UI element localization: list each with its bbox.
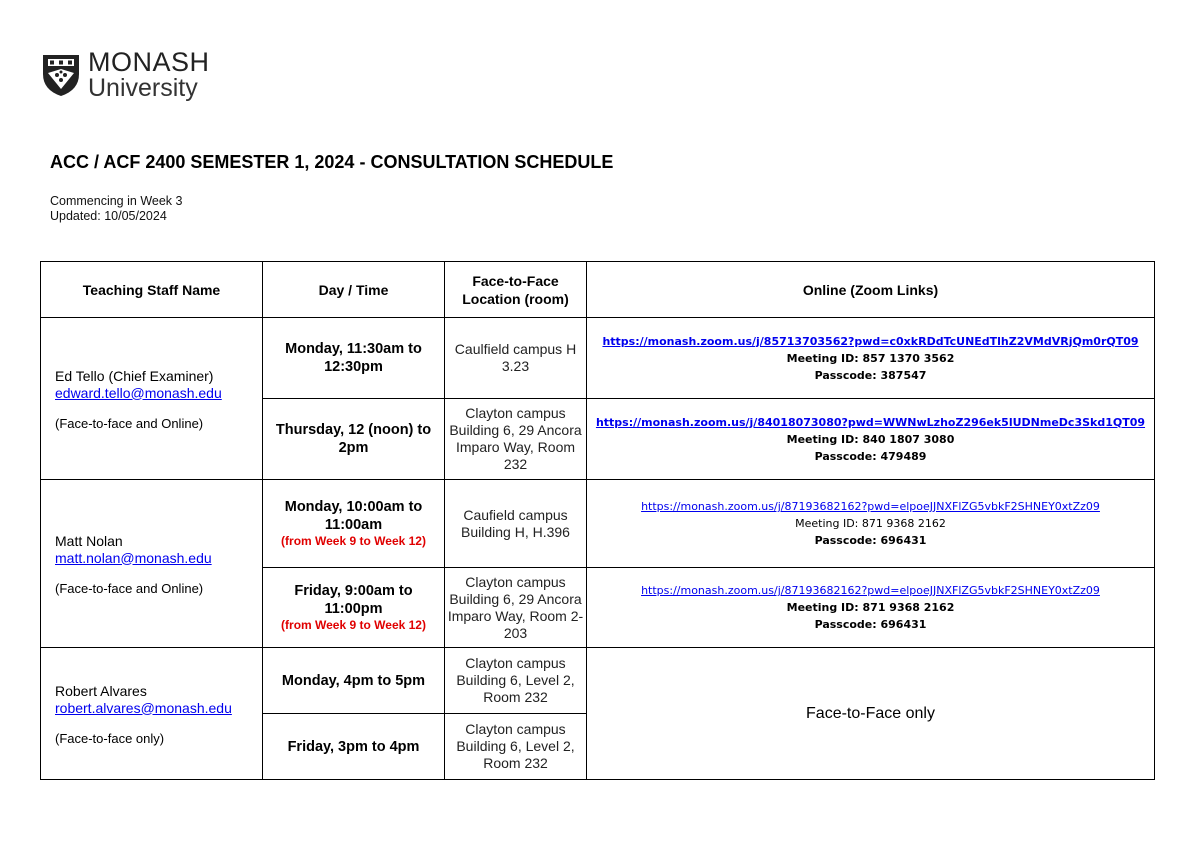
- header-online: Online (Zoom Links): [587, 262, 1155, 318]
- passcode: Passcode: 387547: [814, 368, 927, 382]
- session-time-text: Friday, 3pm to 4pm: [287, 738, 420, 755]
- header-staff: Teaching Staff Name: [41, 262, 263, 318]
- logo-subtitle: University: [88, 74, 198, 102]
- logo-wordmark: MONASH: [88, 47, 210, 77]
- session-location: Clayton campus Building 6, 29 Ancora Imparo Way, Room 232: [445, 399, 587, 480]
- header-daytime: Day / Time: [263, 262, 445, 318]
- session-note: (from Week 9 to Week 12): [281, 618, 426, 632]
- session-note: (from Week 9 to Week 12): [281, 534, 426, 548]
- meeting-id: Meeting ID: 840 1807 3080: [786, 432, 955, 446]
- session-location: Clayton campus Building 6, 29 Ancora Imparo Way, Room 2-203: [445, 568, 587, 648]
- table-header-row: [41, 262, 1155, 318]
- monash-logo: [40, 48, 210, 102]
- session-location: Caufield campus Building H, H.396: [445, 480, 587, 568]
- zoom-cell: [587, 480, 1155, 568]
- commencing-text: Commencing in Week 3: [50, 194, 183, 208]
- passcode: Passcode: 696431: [814, 534, 927, 547]
- face-to-face-only: Face-to-Face only: [587, 648, 1155, 780]
- zoom-link[interactable]: https://monash.zoom.us/j/87193682162?pwd=elpoeJJNXFlZG5vbkF2SHNEY0xtZz09: [641, 500, 1100, 513]
- staff-mode: (Face-to-face and Online): [55, 415, 204, 431]
- header-location: Face-to-Face Location (room): [445, 262, 587, 318]
- session-time: [263, 480, 445, 568]
- meeting-id: Meeting ID: 857 1370 3562: [786, 351, 955, 365]
- session-time: [263, 568, 445, 648]
- meeting-id: Meeting ID: 871 9368 2162: [786, 601, 955, 614]
- session-time-text: Monday, 10:00am to 11:00am: [284, 499, 423, 533]
- passcode: Passcode: 696431: [814, 618, 927, 631]
- session-time-text: Monday, 4pm to 5pm: [281, 672, 426, 689]
- zoom-cell: [587, 399, 1155, 480]
- session-time-text: Monday, 11:30am to 12:30pm: [285, 341, 422, 375]
- session-location: Clayton campus Building 6, Level 2, Room 232: [445, 714, 587, 780]
- session-location: Caulfield campus H 3.23: [445, 318, 587, 399]
- page-title: ACC / ACF 2400 SEMESTER 1, 2024 - CONSULTATION SCHEDULE: [50, 152, 614, 172]
- session-time: [263, 318, 445, 399]
- session-time-text: Friday, 9:00am to 11:00pm: [294, 583, 413, 617]
- staff-mode: (Face-to-face and Online): [55, 580, 204, 596]
- staff-email-link[interactable]: matt.nolan@monash.edu: [55, 549, 212, 566]
- passcode: Passcode: 479489: [814, 449, 927, 463]
- consultation-table: [40, 261, 1155, 780]
- staff-cell: [41, 318, 263, 480]
- meeting-id: Meeting ID: 871 9368 2162: [795, 517, 946, 530]
- table-row: [41, 318, 1155, 399]
- table-row: [41, 480, 1155, 568]
- updated-text: Updated: 10/05/2024: [50, 209, 167, 223]
- staff-email-link[interactable]: robert.alvares@monash.edu: [55, 699, 232, 716]
- session-time: [263, 648, 445, 714]
- zoom-link[interactable]: https://monash.zoom.us/j/85713703562?pwd=c0xkRDdTcUNEdTlhZ2VMdVRjQm0rQT09: [602, 334, 1139, 348]
- staff-name: Ed Tello (Chief Examiner): [55, 367, 214, 384]
- table-row: [41, 648, 1155, 714]
- session-location: Clayton campus Building 6, Level 2, Room 232: [445, 648, 587, 714]
- schedule-meta: [50, 194, 182, 224]
- zoom-cell: [587, 318, 1155, 399]
- session-time: [263, 714, 445, 780]
- staff-mode: (Face-to-face only): [55, 730, 165, 746]
- staff-name: Matt Nolan: [55, 532, 123, 549]
- staff-email-link[interactable]: edward.tello@monash.edu: [55, 384, 222, 401]
- zoom-cell: [587, 568, 1155, 648]
- session-time-text: Thursday, 12 (noon) to 2pm: [275, 422, 432, 456]
- zoom-link[interactable]: https://monash.zoom.us/j/84018073080?pwd=WWNwLzhoZ296ek5lUDNmeDc3Skd1QT09: [595, 415, 1146, 429]
- staff-name: Robert Alvares: [55, 682, 147, 699]
- staff-cell: [41, 480, 263, 648]
- staff-cell: [41, 648, 263, 780]
- session-time: [263, 399, 445, 480]
- zoom-link[interactable]: https://monash.zoom.us/j/87193682162?pwd=elpoeJJNXFlZG5vbkF2SHNEY0xtZz09: [641, 584, 1100, 597]
- monash-crest-icon: [40, 52, 82, 98]
